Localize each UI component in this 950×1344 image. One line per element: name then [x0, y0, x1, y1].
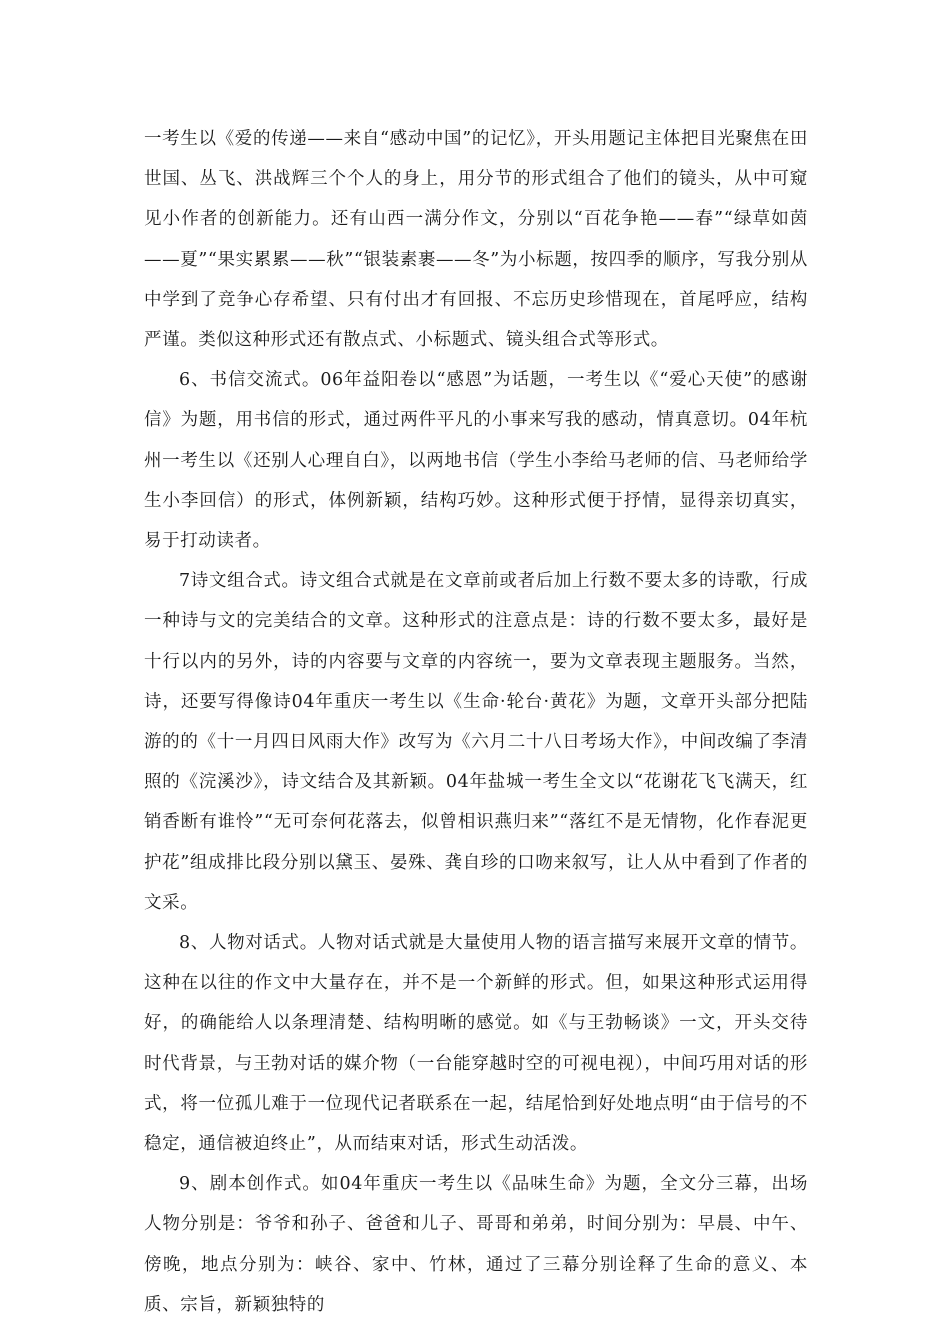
document-body — [144, 119, 808, 1325]
paragraph-poem-prose-format: 7诗文组合式。诗文组合式就是在文章前或者后加上行数不要太多的诗歌，行成一种诗与文的完美结合的文章。这种形式的注意点是：诗的行数不要太多，最好是十行以内的另外，诗的内容要与文章的内容统一，要为文章表现主题服务。当然，诗，还要写得像诗04年重庆一考生以《生命·轮台·黄花》为题，文章开头部分把陆游的的《十一月四日风雨大作》改写为《六月二十八日考场大作》，中间改编了李清照的《浣溪沙》，诗文结合及其新颖。04年盐城一考生全文以“花谢花飞飞满天，红销香断有谁怜”“无可奈何花落去，似曾相识燕归来”“落红不是无情物，化作春泥更护花”组成排比段分别以黛玉、晏殊、龚自珍的口吻来叙写，让人从中看到了作者的文采。 — [144, 571, 808, 913]
paragraph-continuation: 一考生以《爱的传递——来自“感动中国”的记忆》，开头用题记主体把目光聚焦在田世国、丛飞、洪战辉三个个人的身上，用分节的形式组合了他们的镜头，从中可窥见小作者的创新能力。还有山西一满分作文，分别以“百花争艳——春”“绿草如茵——夏”“果实累累——秋”“银装素裹——冬”为小标题，按四季的顺序，写我分别从中学到了竞争心存希望、只有付出才有回报、不忘历史珍惜现在，首尾呼应，结构严谨。类似这种形式还有散点式、小标题式、镜头组合式等形式。 — [144, 129, 808, 351]
paragraph-dialogue-format: 8、人物对话式。人物对话式就是大量使用人物的语言描写来展开文章的情节。这种在以往的作文中大量存在，并不是一个新鲜的形式。但，如果这种形式运用得好，的确能给人以条理清楚、结构明晰的感觉。如《与王勃畅谈》一文，开头交待时代背景，与王勃对话的媒介物（一台能穿越时空的可视电视），中间巧用对话的形式，将一位孤儿难于一位现代记者联系在一起，结尾恰到好处地点明“由于信号的不稳定，通信被迫终止”，从而结束对话，形式生动活泼。 — [144, 933, 808, 1155]
paragraph-script-format: 9、剧本创作式。如04年重庆一考生以《品味生命》为题，全文分三幕，出场人物分别是：爷爷和孙子、爸爸和儿子、哥哥和弟弟，时间分别为：早晨、中午、傍晚，地点分别为：峡谷、家中、竹林，通过了三幕分别诠释了生命的意义、本质、宗旨，新颖独特的 — [144, 1174, 808, 1315]
paragraph-letter-format: 6、书信交流式。06年益阳卷以“感恩”为话题，一考生以《“爱心天使”的感谢信》为题，用书信的形式，通过两件平凡的小事来写我的感动，情真意切。04年杭州一考生以《还别人心理自白》，以两地书信（学生小李给马老师的信、马老师给学生小李回信）的形式，体例新颖，结构巧妙。这种形式便于抒情，显得亲切真实，易于打动读者。 — [144, 370, 808, 552]
